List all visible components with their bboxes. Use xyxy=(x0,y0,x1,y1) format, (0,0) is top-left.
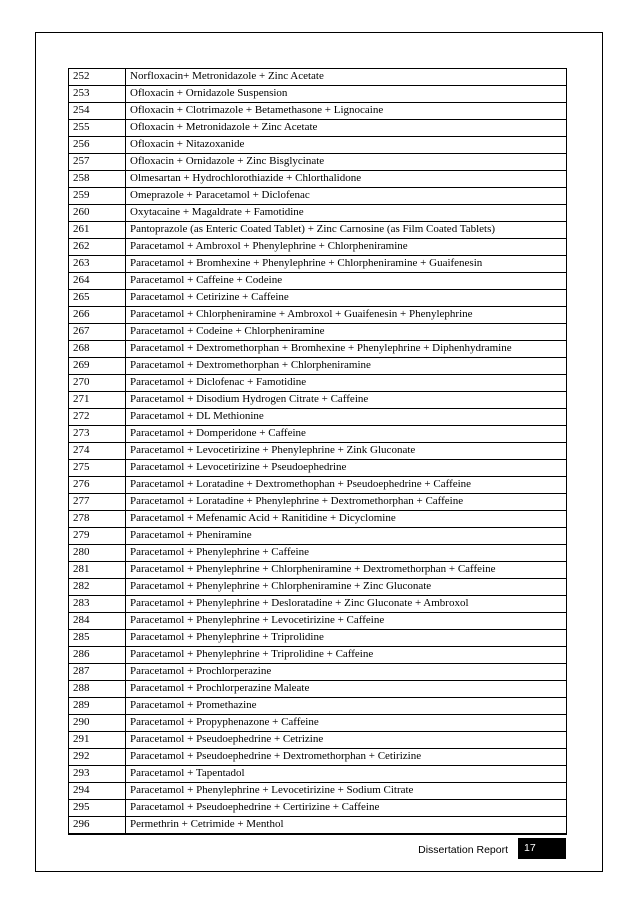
drug-combination-cell: Paracetamol + Mefenamic Acid + Ranitidine + Dicyclomine xyxy=(126,511,567,528)
drug-combination-cell: Permethrin + Cetrimide + Menthol xyxy=(126,817,567,834)
row-number-cell: 283 xyxy=(69,596,126,613)
row-number-cell: 260 xyxy=(69,205,126,222)
row-number-cell: 290 xyxy=(69,715,126,732)
row-number-cell: 289 xyxy=(69,698,126,715)
row-number-cell: 284 xyxy=(69,613,126,630)
row-number-cell: 287 xyxy=(69,664,126,681)
row-number-cell: 253 xyxy=(69,86,126,103)
drug-combination-cell: Pantoprazole (as Enteric Coated Tablet) + Zinc Carnosine (as Film Coated Tablets) xyxy=(126,222,567,239)
drug-combination-cell: Paracetamol + Promethazine xyxy=(126,698,567,715)
row-number-cell: 271 xyxy=(69,392,126,409)
row-number-cell: 294 xyxy=(69,783,126,800)
drug-combination-cell: Paracetamol + Caffeine + Codeine xyxy=(126,273,567,290)
drug-combination-cell: Paracetamol + Bromhexine + Phenylephrine + Chlorpheniramine + Guaifenesin xyxy=(126,256,567,273)
drug-combination-cell: Paracetamol + Phenylephrine + Desloratadine + Zinc Gluconate + Ambroxol xyxy=(126,596,567,613)
row-number-cell: 292 xyxy=(69,749,126,766)
table-row xyxy=(69,715,567,732)
table-row xyxy=(69,273,567,290)
row-number-cell: 278 xyxy=(69,511,126,528)
table-row xyxy=(69,494,567,511)
row-number-cell: 286 xyxy=(69,647,126,664)
table-row xyxy=(69,732,567,749)
table-row xyxy=(69,749,567,766)
row-number-cell: 265 xyxy=(69,290,126,307)
drug-combination-cell: Ofloxacin + Ornidazole + Zinc Bisglycinate xyxy=(126,154,567,171)
drug-combination-cell: Paracetamol + Phenylephrine + Triprolidine + Caffeine xyxy=(126,647,567,664)
table-row xyxy=(69,664,567,681)
table-row xyxy=(69,375,567,392)
row-number-cell: 266 xyxy=(69,307,126,324)
row-number-cell: 256 xyxy=(69,137,126,154)
table-row xyxy=(69,443,567,460)
table-row xyxy=(69,307,567,324)
row-number-cell: 259 xyxy=(69,188,126,205)
table-row xyxy=(69,477,567,494)
drug-combination-cell: Paracetamol + Prochlorperazine xyxy=(126,664,567,681)
row-number-cell: 252 xyxy=(69,69,126,86)
row-number-cell: 258 xyxy=(69,171,126,188)
drug-combination-cell: Paracetamol + Levocetirizine + Phenylephrine + Zink Gluconate xyxy=(126,443,567,460)
footer-report-title: Dissertation Report xyxy=(418,844,508,856)
drug-combination-cell: Paracetamol + Phenylephrine + Triprolidine xyxy=(126,630,567,647)
drug-combination-cell: Paracetamol + Chlorpheniramine + Ambroxol + Guaifenesin + Phenylephrine xyxy=(126,307,567,324)
drug-combination-cell: Paracetamol + Pseudoephedrine + Dextromethorphan + Cetirizine xyxy=(126,749,567,766)
drug-combination-cell: Paracetamol + Domperidone + Caffeine xyxy=(126,426,567,443)
table-row xyxy=(69,460,567,477)
table-row xyxy=(69,120,567,137)
table-row xyxy=(69,256,567,273)
drug-combination-cell: Paracetamol + Ambroxol + Phenylephrine + Chlorpheniramine xyxy=(126,239,567,256)
row-number-cell: 291 xyxy=(69,732,126,749)
row-number-cell: 270 xyxy=(69,375,126,392)
drug-combination-cell: Paracetamol + Dextromethorphan + Chlorpheniramine xyxy=(126,358,567,375)
table-row xyxy=(69,103,567,120)
table-row xyxy=(69,817,567,834)
row-number-cell: 267 xyxy=(69,324,126,341)
table-row xyxy=(69,800,567,817)
row-number-cell: 255 xyxy=(69,120,126,137)
table-row xyxy=(69,766,567,783)
drug-combination-cell: Paracetamol + Levocetirizine + Pseudoephedrine xyxy=(126,460,567,477)
drug-combination-cell: Olmesartan + Hydrochlorothiazide + Chlorthalidone xyxy=(126,171,567,188)
drug-combination-cell: Paracetamol + Propyphenazone + Caffeine xyxy=(126,715,567,732)
table-row xyxy=(69,86,567,103)
table-row xyxy=(69,358,567,375)
table-row xyxy=(69,154,567,171)
row-number-cell: 277 xyxy=(69,494,126,511)
row-number-cell: 262 xyxy=(69,239,126,256)
table-row xyxy=(69,783,567,800)
drug-combination-cell: Paracetamol + Pseudoephedrine + Certirizine + Caffeine xyxy=(126,800,567,817)
row-number-cell: 272 xyxy=(69,409,126,426)
drug-combination-cell: Paracetamol + Pseudoephedrine + Cetrizine xyxy=(126,732,567,749)
table-row xyxy=(69,545,567,562)
drug-combination-cell: Paracetamol + Pheniramine xyxy=(126,528,567,545)
table-row xyxy=(69,324,567,341)
table-row xyxy=(69,137,567,154)
row-number-cell: 273 xyxy=(69,426,126,443)
drug-combination-cell: Paracetamol + Codeine + Chlorpheniramine xyxy=(126,324,567,341)
table-row xyxy=(69,341,567,358)
drug-combination-cell: Paracetamol + Cetirizine + Caffeine xyxy=(126,290,567,307)
row-number-cell: 254 xyxy=(69,103,126,120)
row-number-cell: 268 xyxy=(69,341,126,358)
table-body xyxy=(69,69,567,834)
drug-combination-cell: Paracetamol + Prochlorperazine Maleate xyxy=(126,681,567,698)
drug-combination-cell: Paracetamol + Phenylephrine + Levocetirizine + Sodium Citrate xyxy=(126,783,567,800)
drug-combination-cell: Paracetamol + Phenylephrine + Levocetirizine + Caffeine xyxy=(126,613,567,630)
table-row xyxy=(69,647,567,664)
row-number-cell: 295 xyxy=(69,800,126,817)
table-row xyxy=(69,392,567,409)
table-row xyxy=(69,290,567,307)
table-row xyxy=(69,511,567,528)
row-number-cell: 275 xyxy=(69,460,126,477)
drug-combination-cell: Ofloxacin + Ornidazole Suspension xyxy=(126,86,567,103)
table-row xyxy=(69,239,567,256)
table-row xyxy=(69,579,567,596)
row-number-cell: 264 xyxy=(69,273,126,290)
footer-divider xyxy=(68,834,567,835)
row-number-cell: 296 xyxy=(69,817,126,834)
row-number-cell: 276 xyxy=(69,477,126,494)
drug-combination-cell: Oxytacaine + Magaldrate + Famotidine xyxy=(126,205,567,222)
table-row xyxy=(69,613,567,630)
row-number-cell: 279 xyxy=(69,528,126,545)
drug-combination-cell: Paracetamol + Dextromethorphan + Bromhexine + Phenylephrine + Diphenhydramine xyxy=(126,341,567,358)
table-row xyxy=(69,205,567,222)
drug-combination-cell: Paracetamol + Disodium Hydrogen Citrate + Caffeine xyxy=(126,392,567,409)
drug-combination-cell: Paracetamol + Loratadine + Dextromethophan + Pseudoephedrine + Caffeine xyxy=(126,477,567,494)
drug-combination-cell: Omeprazole + Paracetamol + Diclofenac xyxy=(126,188,567,205)
table-row xyxy=(69,188,567,205)
drug-combination-cell: Paracetamol + Diclofenac + Famotidine xyxy=(126,375,567,392)
drug-combination-cell: Norfloxacin+ Metronidazole + Zinc Acetate xyxy=(126,69,567,86)
drug-combination-cell: Paracetamol + Phenylephrine + Chlorpheniramine + Dextromethorphan + Caffeine xyxy=(126,562,567,579)
drug-combination-table xyxy=(68,68,567,834)
drug-combination-cell: Paracetamol + Tapentadol xyxy=(126,766,567,783)
table-row xyxy=(69,528,567,545)
drug-combination-cell: Ofloxacin + Clotrimazole + Betamethasone + Lignocaine xyxy=(126,103,567,120)
drug-combination-cell: Paracetamol + Loratadine + Phenylephrine + Dextromethorphan + Caffeine xyxy=(126,494,567,511)
table-row xyxy=(69,222,567,239)
row-number-cell: 274 xyxy=(69,443,126,460)
table-row xyxy=(69,596,567,613)
row-number-cell: 282 xyxy=(69,579,126,596)
drug-combination-cell: Paracetamol + Phenylephrine + Caffeine xyxy=(126,545,567,562)
table-row xyxy=(69,409,567,426)
drug-combination-cell: Ofloxacin + Nitazoxanide xyxy=(126,137,567,154)
table-row xyxy=(69,698,567,715)
row-number-cell: 281 xyxy=(69,562,126,579)
footer-page-number: 17 xyxy=(518,838,566,859)
drug-combination-cell: Paracetamol + Phenylephrine + Chlorpheniramine + Zinc Gluconate xyxy=(126,579,567,596)
drug-combination-cell: Ofloxacin + Metronidazole + Zinc Acetate xyxy=(126,120,567,137)
table-row xyxy=(69,681,567,698)
row-number-cell: 285 xyxy=(69,630,126,647)
row-number-cell: 269 xyxy=(69,358,126,375)
row-number-cell: 280 xyxy=(69,545,126,562)
row-number-cell: 261 xyxy=(69,222,126,239)
table-row xyxy=(69,426,567,443)
row-number-cell: 288 xyxy=(69,681,126,698)
row-number-cell: 263 xyxy=(69,256,126,273)
drug-combination-cell: Paracetamol + DL Methionine xyxy=(126,409,567,426)
row-number-cell: 293 xyxy=(69,766,126,783)
table-row xyxy=(69,69,567,86)
table-row xyxy=(69,562,567,579)
table-row xyxy=(69,171,567,188)
table-row xyxy=(69,630,567,647)
row-number-cell: 257 xyxy=(69,154,126,171)
